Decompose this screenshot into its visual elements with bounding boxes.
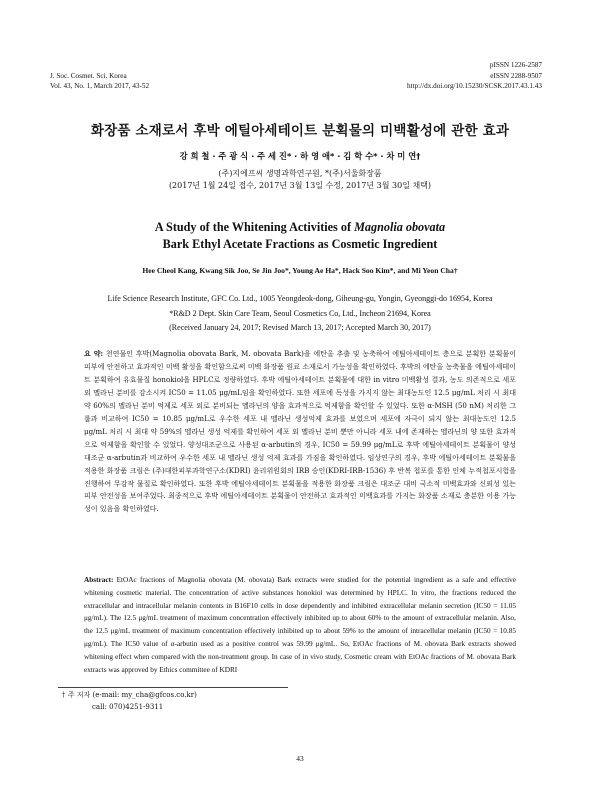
page-number: 43 bbox=[296, 754, 304, 763]
korean-abstract bbox=[84, 348, 516, 516]
korean-dates: (2017년 1월 24일 접수, 2017년 3월 13일 수정, 2017년 3월 30일 채택) bbox=[168, 180, 432, 190]
english-affiliation-1: Life Science Research Institute, GFC Co. Ltd., 1005 Yeongdeok-dong, Giheung-gu, Yongin, Gyeonggi-do 16954, Korea bbox=[107, 294, 493, 303]
pissn: pISSN 1226-2587 bbox=[489, 61, 542, 69]
doi-link[interactable]: http://dx.doi.org/10.15230/SCSK.2017.43.1.43 bbox=[406, 82, 542, 90]
english-abstract-text: EtOAc fractions of Magnolia obovata (M. obovata) Bark extracts were studied for the potential ingredient as a safe and effective whitening cosmetic material. The concentration of active substances honokiol was determined by HPLC. In vitro, the fractions reduced the extracellular and intracellular melanin contents in B16F10 cells in dose dependently and inhibited extracellular melanin secretion (IC50 = 11.05 μg/mL). The 12.5 μg/mL treatment of maximum concentration effectively inhibited up to about 60% to the amount of extracellular melanin. Also, the 12.5 μg/mL treatment of maximum concentration effectively inhibited up to about 59% to the amount of intracellular melanin (IC50 = 10.85 μg/mL). The IC50 value of α-arbutin used as a positive control was 59.99 μg/mL. So, EtOAc fractions of M. obovata Bark extracts showed whitening effect when compared with the non-treatment group. In case of in vivo study, Cosmetic cream with EtOAc fractions of M. obovata Bark extracts was approved by Ethics committee of KDRI bbox=[84, 576, 517, 674]
korean-authors: 강 희 철 · 주 광 식 · 주 세 진* · 하 영 애* · 김 학 수* · 차 미 연† bbox=[179, 151, 421, 161]
english-title-prefix: A Study of the Whitening Activities of bbox=[154, 220, 355, 234]
received-dates: (Received January 24, 2017; Revised March 13, 2017; Accepted March 30, 2017) bbox=[169, 323, 431, 332]
journal-header-right bbox=[407, 60, 542, 92]
english-abstract-label: Abstract: bbox=[84, 576, 114, 584]
korean-abstract-text: 천연물인 후박(Magnolia obovata Bark, M. obovata Bark)을 에탄올 추출 및 농축하여 에틸아세테이트 층으로 분획한 분획물이 피부에 안전하고 효과적인 미백 활성을 확인함으로써 미백 화장품 원료 소재로서 가능성을 확인하였다. 후박의 에탄올 농축물을 에틸아세테이트 분획하여 유효물질 honokiol을 HPLC로 정량하였다. 후박 에틸아세테이트 분획물에 대한 in vitro 미백활성 결과, 농도 의존적으로 세포 외 멜라닌 분비를 감소시켜 IC50 = 11.05 μg/mL임을 확인하였다. 또한 세포에 독성을 가지지 않는 최대농도인 12.5 μg/mL 처리 시 최대 약 60%의 멜라닌 분비 억제로 세포 외로 분비되는 멜라닌의 양을 효과적으로 억제함을 확인할 수 있었다. 또한 α-MSH (50 nM) 처리한 그룹과 비교하여 IC50 = 10.85 μg/mL로 우수한 세포 내 멜라닌 생성억제 효과를 보였으며 세포에 자극이 되지 않는 최대농도인 12.5 μg/mL 처리 시 최대 약 59%의 멜라닌 생성 억제를 확인하여 세포 외 멜라닌 분비 뿐만 아니라 세포 내에 존재하는 멜라닌의 양 또한 효과적으로 억제함을 확인할 수 있었다. 양성대조군으로 사용된 α-arbutin의 경우, IC50 = 59.99 μg/mL로 후박 에틸아세테이트 분획물이 양성대조군 α-arbutin과 비교하여 우수한 세포 내 멜라닌 생성 억제 효과를 가짐을 확인하였다. 임상연구의 경우, 후박 에틸아세테이트 분획물을 적용한 화장품 크림은 (주)대한피부과학연구소(KDRI) 윤리위원회의 IRB 승인(KDRI-IRB-1536) 후 반복 첩포를 통한 인체 누적첩포시험을 진행하여 무감작 물질로 확인하였다. 또한 후박 에틸아세테이트 분획물을 적용한 화장품 크림은 대조군 대비 국소적 미백효과와 신뢰성 있는 피부 안전성을 보여주었다. 최종적으로 후박 에틸아세테이트 분획물이 안전하고 효과적인 미백효과를 가지는 화장품 소재로 충분한 이용 가능성이 있음을 확인하였다. bbox=[84, 349, 516, 514]
english-title-line2: Bark Ethyl Acetate Fractions as Cosmetic Ingredient bbox=[162, 237, 438, 251]
corresponding-author-line: † 주 저자 (e-mail: my_cha@gfcos.co.kr) bbox=[62, 691, 197, 699]
footnote bbox=[62, 690, 197, 713]
journal-volume: Vol. 43, No. 1, March 2017, 43-52 bbox=[50, 82, 150, 90]
english-affiliation-block bbox=[0, 292, 600, 336]
korean-affiliation: (주)지에프씨 생명과학연구원, *(주)서울화장품 bbox=[218, 169, 382, 178]
english-title-italic: Magnolia obovata bbox=[354, 220, 446, 234]
corresponding-author-call: call: 070)4251-9311 bbox=[92, 702, 164, 711]
english-abstract bbox=[84, 574, 516, 676]
english-affiliation-2: *R&D 2 Dept. Skin Care Team, Seoul Cosmetics Co, Ltd., Incheon 21694, Korea bbox=[169, 308, 431, 318]
eissn: eISSN 2288-9507 bbox=[490, 71, 542, 80]
english-authors: Hee Cheol Kang, Kwang Sik Joo, Se Jin Joo*, Young Ae Ha*, Hack Soo Kim*, and Mi Yeon Cha† bbox=[142, 266, 458, 275]
korean-abstract-label: 요 약: bbox=[84, 349, 104, 358]
english-title-line1 bbox=[0, 219, 600, 236]
korean-title: 화장품 소재로서 후박 에틸아세테이트 분획물의 미백활성에 관한 효과 bbox=[90, 123, 510, 139]
english-title bbox=[0, 219, 600, 253]
journal-header-left bbox=[50, 71, 149, 91]
footnote-divider bbox=[58, 687, 288, 688]
korean-affiliation-block bbox=[0, 168, 600, 191]
journal-name: J. Soc. Cosmet. Sci. Korea bbox=[50, 72, 127, 80]
